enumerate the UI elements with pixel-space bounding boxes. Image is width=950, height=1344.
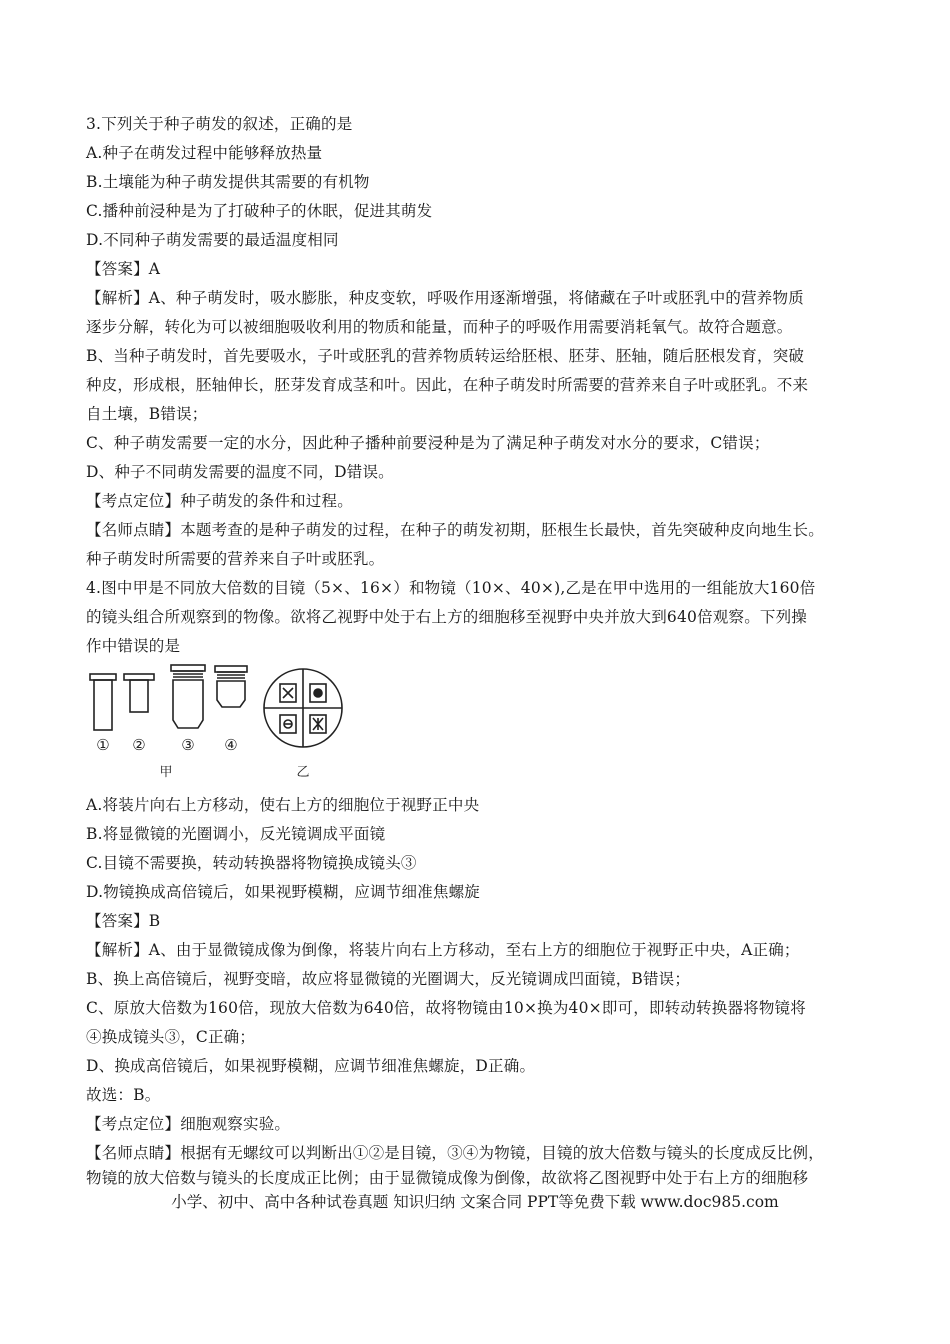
objective-4-body: [217, 681, 245, 707]
q3-option-c: C.播种前浸种是为了打破种子的休眠，促进其萌发: [86, 202, 433, 220]
caption-jia: 甲: [159, 765, 173, 780]
q4-option-b: B.将显微镜的光圈调小，反光镜调成平面镜: [86, 825, 386, 843]
q4-option-a: A.将装片向右上方移动，使右上方的细胞位于视野正中央: [86, 796, 480, 814]
objective-3-body: [173, 680, 203, 728]
q4-answer: 【答案】B: [86, 912, 161, 930]
q3-analysis-line: 逐步分解，转化为可以被细胞吸收利用的物质和能量，而种子的呼吸作用需要消耗氧气。故符合题意。: [86, 318, 793, 336]
q4-mingshi-line: 物镜的放大倍数与镜头的长度成正比例；由于显微镜成像为倒像，故欲将乙图视野中处于右上方的细胞移: [86, 1169, 809, 1187]
q4-analysis-line: 故选：B。: [86, 1086, 161, 1104]
lens-label-1: ①: [96, 736, 110, 754]
eyepiece-2-tube: [130, 680, 148, 712]
lens-label-4: ④: [224, 736, 238, 754]
q3-analysis-line: B、当种子萌发时，首先要吸水，子叶或胚乳的营养物质转运给胚根、胚芽、胚轴，随后胚根发育，突破: [86, 347, 805, 365]
caption-yi: 乙: [296, 765, 310, 780]
lens-label-3: ③: [181, 736, 195, 754]
objective-3-thread: [173, 671, 203, 677]
q3-answer: 【答案】A: [86, 260, 161, 278]
q4-stem-line: 4.图中甲是不同放大倍数的目镜（5×、16×）和物镜（10×、40×),乙是在甲中选用的一组能放大160倍: [86, 579, 816, 597]
q4-stem-line: 的镜头组合所观察到的物像。欲将乙视野中处于右上方的细胞移至视野中央并放大到640倍观察。下列操: [86, 608, 807, 626]
q3-option-b: B.土壤能为种子萌发提供其需要的有机物: [86, 173, 370, 191]
objective-4-thread: [217, 672, 245, 678]
q3-analysis-line: 自土壤，B错误；: [86, 405, 208, 423]
q3-mingshi-line: 【名师点睛】本题考查的是种子萌发的过程，在种子的萌发初期，胚根生长最快，首先突破种皮向地生长。: [86, 521, 824, 539]
q3-option-a: A.种子在萌发过程中能够释放热量: [86, 144, 323, 162]
microscope-figure: [82, 660, 352, 782]
q3-kaodian: 【考点定位】种子萌发的条件和过程。: [86, 492, 353, 510]
lens-label-2: ②: [132, 736, 146, 754]
q4-analysis-line: ④换成镜头③，C正确；: [86, 1028, 256, 1046]
q4-option-c: C.目镜不需要换，转动转换器将物镜换成镜头③: [86, 854, 417, 872]
q4-analysis-line: D、换成高倍镜后，如果视野模糊，应调节细准焦螺旋，D正确。: [86, 1057, 536, 1075]
q4-analysis-line: B、换上高倍镜后，视野变暗，故应将显微镜的光圈调大，反光镜调成凹面镜，B错误；: [86, 970, 691, 988]
q3-option-d: D.不同种子萌发需要的最适温度相同: [86, 231, 339, 249]
q3-stem: 3.下列关于种子萌发的叙述，正确的是: [86, 115, 353, 133]
eyepiece-2: [124, 674, 154, 680]
page-footer: 小学、初中、高中各种试卷真题 知识归纳 文案合同 PPT等免费下载 www.doc985.com: [171, 1193, 779, 1211]
q4-stem-line: 作中错误的是: [86, 637, 181, 655]
q4-mingshi-line: 【名师点睛】根据有无螺纹可以判断出①②是目镜，③④为物镜，目镜的放大倍数与镜头的长度成反比例，: [86, 1144, 824, 1162]
eyepiece-1: [90, 674, 116, 680]
objective-3-cap: [171, 665, 205, 671]
eyepiece-1-tube: [94, 680, 112, 730]
q4-kaodian: 【考点定位】细胞观察实验。: [86, 1115, 291, 1133]
q3-analysis-line: 种皮，形成根，胚轴伸长，胚芽发育成茎和叶。因此，在种子萌发时所需要的营养来自子叶或胚乳。不来: [86, 376, 809, 394]
objective-4-cap: [215, 666, 247, 672]
q4-analysis-line: C、原放大倍数为160倍，现放大倍数为640倍，故将物镜由10×换为40×即可，即转动转换器将物镜将: [86, 999, 806, 1017]
q3-analysis-line: D、种子不同萌发需要的温度不同，D错误。: [86, 463, 394, 481]
q4-analysis-line: 【解析】A、由于显微镜成像为倒像，将装片向右上方移动，至右上方的细胞位于视野正中央，A正确；: [86, 941, 800, 959]
q4-option-d: D.物镜换成高倍镜后，如果视野模糊，应调节细准焦螺旋: [86, 883, 481, 901]
q3-analysis-line: C、种子萌发需要一定的水分，因此种子播种前要浸种是为了满足种子萌发对水分的要求，C错误；: [86, 434, 770, 452]
q3-analysis-line: 【解析】A、种子萌发时，吸水膨胀，种皮变软，呼吸作用逐渐增强，将储藏在子叶或胚乳中的营养物质: [86, 289, 804, 307]
q3-mingshi-line: 种子萌发时所需要的营养来自子叶或胚乳。: [86, 550, 385, 568]
